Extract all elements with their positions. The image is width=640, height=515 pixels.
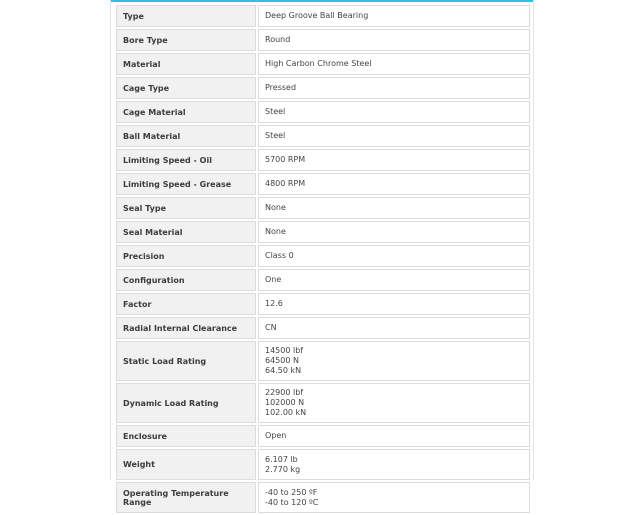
spec-row-enclosure (116, 425, 530, 447)
spec-value-line: -40 to 120 ºC (265, 497, 319, 507)
spec-value-line: 5700 RPM (265, 155, 306, 164)
spec-value (258, 173, 530, 195)
spec-value-line: None (265, 227, 286, 236)
spec-value-line: Pressed (265, 83, 297, 92)
spec-value (258, 425, 530, 447)
spec-label: Static Load Rating (116, 341, 256, 381)
spec-value-line: 6.107 lb (265, 454, 298, 464)
spec-value-line: 102000 N (265, 398, 305, 407)
spec-value (258, 29, 530, 51)
accent-top-border (111, 0, 533, 2)
spec-value (258, 149, 530, 171)
spec-row-dynamic-load-rating (116, 383, 530, 423)
spec-label: Dynamic Load Rating (116, 383, 256, 423)
spec-value-line: One (265, 275, 282, 284)
spec-row-type (116, 5, 530, 27)
spec-label: Weight (116, 449, 256, 480)
spec-value (258, 125, 530, 147)
spec-row-weight (116, 449, 530, 480)
spec-label: Type (116, 5, 256, 27)
spec-value-line: Deep Groove Ball Bearing (265, 11, 369, 20)
spec-row-operating-temperature-range (116, 482, 530, 513)
spec-row-cage-type (116, 77, 530, 99)
specifications-panel (110, 0, 534, 507)
spec-value (258, 53, 530, 75)
spec-value-line: Open (265, 431, 287, 440)
spec-value (258, 245, 530, 267)
specifications-table (114, 3, 532, 515)
spec-value (258, 269, 530, 291)
spec-value-line: High Carbon Chrome Steel (265, 59, 372, 68)
spec-value-line: Steel (265, 131, 286, 140)
spec-value-line: 2.770 kg (265, 464, 301, 474)
spec-value-line: -40 to 250 ºF (265, 487, 318, 497)
spec-row-limiting-speed-grease (116, 173, 530, 195)
spec-value (258, 293, 530, 315)
spec-value (258, 449, 530, 480)
spec-row-limiting-speed-oil (116, 149, 530, 171)
spec-value-line: 64500 N (265, 356, 299, 365)
spec-label: Limiting Speed - Grease (116, 173, 256, 195)
spec-value (258, 5, 530, 27)
spec-label: Bore Type (116, 29, 256, 51)
spec-value-line: 102.00 kN (265, 408, 307, 417)
spec-value (258, 383, 530, 423)
spec-row-static-load-rating (116, 341, 530, 381)
spec-label: Seal Material (116, 221, 256, 243)
spec-row-factor (116, 293, 530, 315)
spec-label: Factor (116, 293, 256, 315)
spec-label: Material (116, 53, 256, 75)
spec-value-line: None (265, 203, 286, 212)
spec-label: Radial Internal Clearance (116, 317, 256, 339)
spec-value (258, 77, 530, 99)
spec-value-line: 64.50 kN (265, 366, 302, 375)
spec-label: Limiting Speed - Oil (116, 149, 256, 171)
spec-value-line: Class 0 (265, 251, 294, 260)
spec-label: Cage Type (116, 77, 256, 99)
spec-value-line: 14500 lbf (265, 346, 304, 355)
spec-row-radial-internal-clearance (116, 317, 530, 339)
spec-row-cage-material (116, 101, 530, 123)
spec-value (258, 221, 530, 243)
spec-value (258, 197, 530, 219)
spec-label: Operating Temperature Range (116, 482, 256, 513)
spec-row-configuration (116, 269, 530, 291)
spec-row-seal-type (116, 197, 530, 219)
spec-label: Cage Material (116, 101, 256, 123)
spec-row-seal-material (116, 221, 530, 243)
spec-value (258, 317, 530, 339)
spec-value-line: Round (265, 35, 291, 44)
spec-value-line: Steel (265, 107, 286, 116)
spec-value-line: 22900 lbf (265, 388, 304, 397)
spec-label: Ball Material (116, 125, 256, 147)
spec-label: Enclosure (116, 425, 256, 447)
spec-row-material (116, 53, 530, 75)
spec-value-line: 12.6 (265, 299, 283, 308)
spec-value (258, 341, 530, 381)
spec-value (258, 101, 530, 123)
spec-label: Precision (116, 245, 256, 267)
spec-value (258, 482, 530, 513)
spec-row-ball-material (116, 125, 530, 147)
spec-row-precision (116, 245, 530, 267)
spec-label: Configuration (116, 269, 256, 291)
spec-value-line: 4800 RPM (265, 179, 306, 188)
spec-label: Seal Type (116, 197, 256, 219)
spec-row-bore-type (116, 29, 530, 51)
spec-value-line: CN (265, 323, 277, 332)
